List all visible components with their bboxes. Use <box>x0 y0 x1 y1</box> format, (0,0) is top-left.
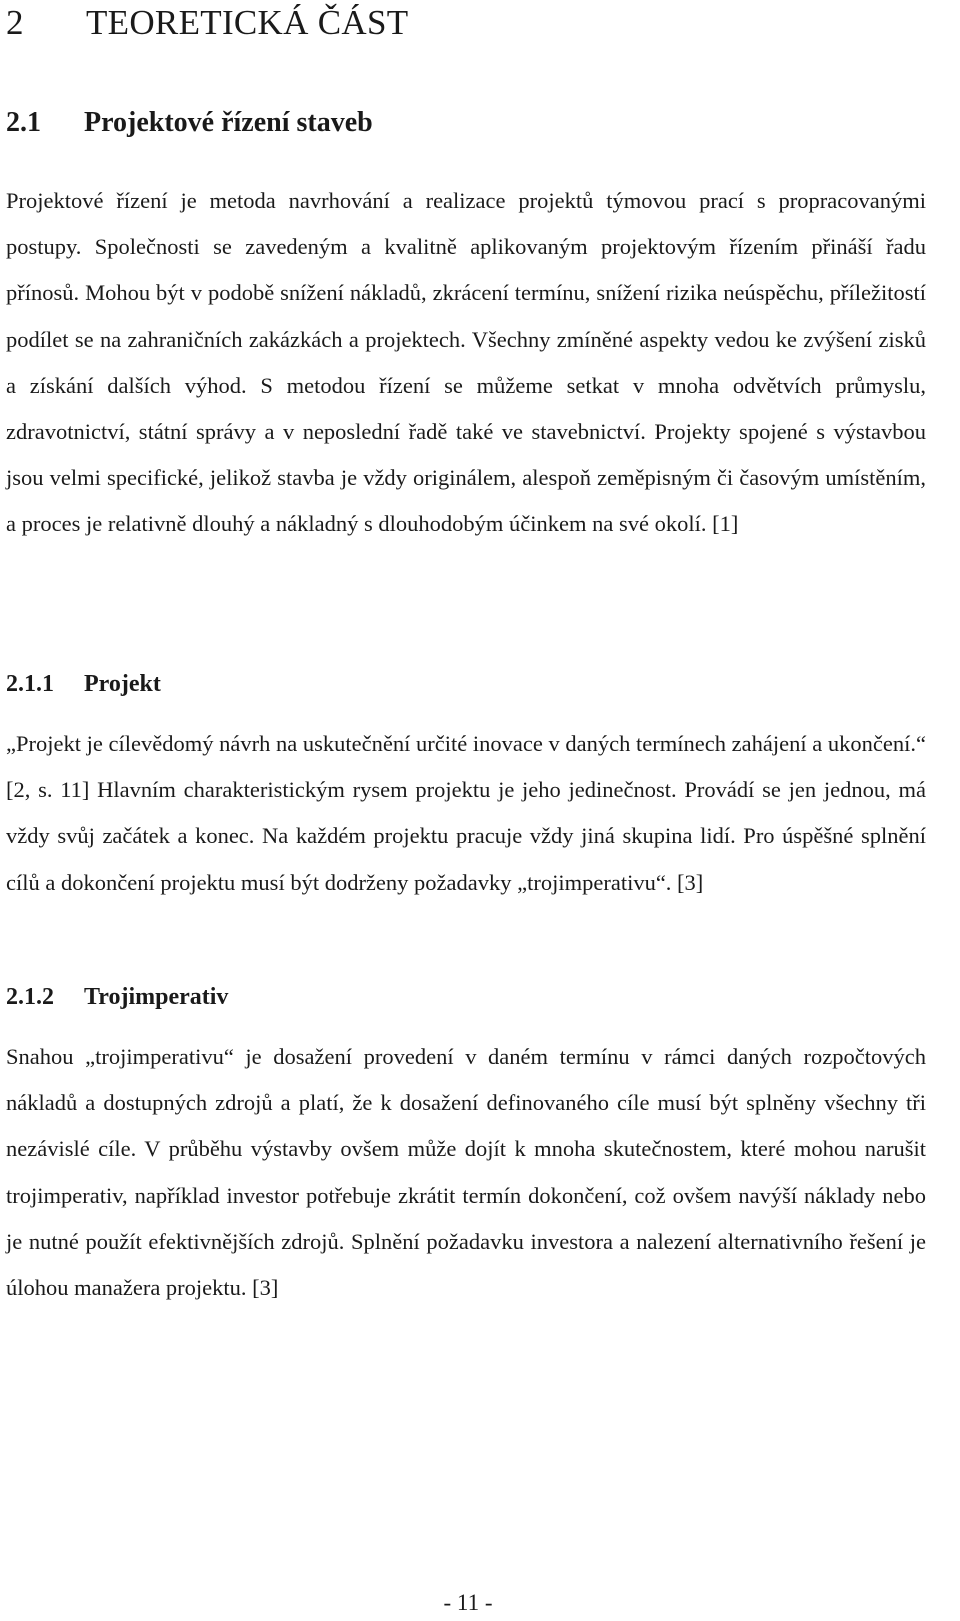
subsection-1-paragraph: „Projekt je cílevědomý návrh na uskutečnění určité inovace v daných termínech zahájení a ukončení.“ [2, s. 11] Hlavním charakteristickým rysem projektu je jeho jedinečnost. Provádí se jen jednou, má vždy svůj začátek a konec. Na každém projektu pracuje vždy jiná skupina lidí. Pro úspěšné splnění cílů a dokončení projektu musí být dodrženy požadavky „trojimperativu“. [3] <box>6 731 926 895</box>
page-number: - 11 - <box>443 1590 493 1615</box>
subsection-2-heading <box>6 980 228 1014</box>
document-page <box>6 0 926 1301</box>
subsection-2-paragraph: Snahou „trojimperativu“ je dosažení provedení v daném termínu v rámci daných rozpočtových nákladů a dostupných zdrojů a platí, že k dosažení definovaného cíle musí být splněny všechny tři nezávislé cíle. V průběhu výstavby ovšem může dojít k mnoha skutečnostem, které mohou narušit trojimperativ, například investor potřebuje zkrátit termín dokončení, což ovšem navýší náklady nebo je nutné použít efektivnějších zdrojů. Splnění požadavku investora a nalezení alternativního řešení je úlohou manažera projektu. [3] <box>6 1044 926 1301</box>
subsection-1-number: 2.1.1 <box>6 671 54 697</box>
chapter-title: TEORETICKÁ ČÁST <box>86 3 409 42</box>
section-title: Projektové řízení staveb <box>84 107 373 138</box>
chapter-number: 2 <box>6 3 24 42</box>
section-number: 2.1 <box>6 107 41 138</box>
subsection-2-number: 2.1.2 <box>6 984 54 1010</box>
chapter-heading <box>6 0 926 44</box>
section-heading <box>6 103 373 143</box>
section-paragraph: Projektové řízení je metoda navrhování a realizace projektů týmovou prací s propracovanými postupy. Společnosti se zavedeným a kvalitně aplikovaným projektovým řízením přináší řadu přínosů. Mohou být v podobě snížení nákladů, zkrácení termínu, snížení rizika neúspěchu, příležitostí podílet se na zahraničních zakázkách a projektech. Všechny zmíněné aspekty vedou ke zvýšení zisků a získání dalších výhod. S metodou řízení se můžeme setkat v mnoha odvětvích průmyslu, zdravotnictví, státní správy a v neposlední řadě také ve stavebnictví. Projekty spojené s výstavbou jsou velmi specifické, jelikož stavba je vždy originálem, alespoň zeměpisným či časovým umístěním, a proces je relativně dlouhý a nákladný s dlouhodobým účinkem na své okolí. [1] <box>6 188 926 537</box>
subsection-1-title: Projekt <box>84 671 161 697</box>
subsection-2-title: Trojimperativ <box>84 984 229 1010</box>
subsection-1-heading <box>6 667 161 701</box>
